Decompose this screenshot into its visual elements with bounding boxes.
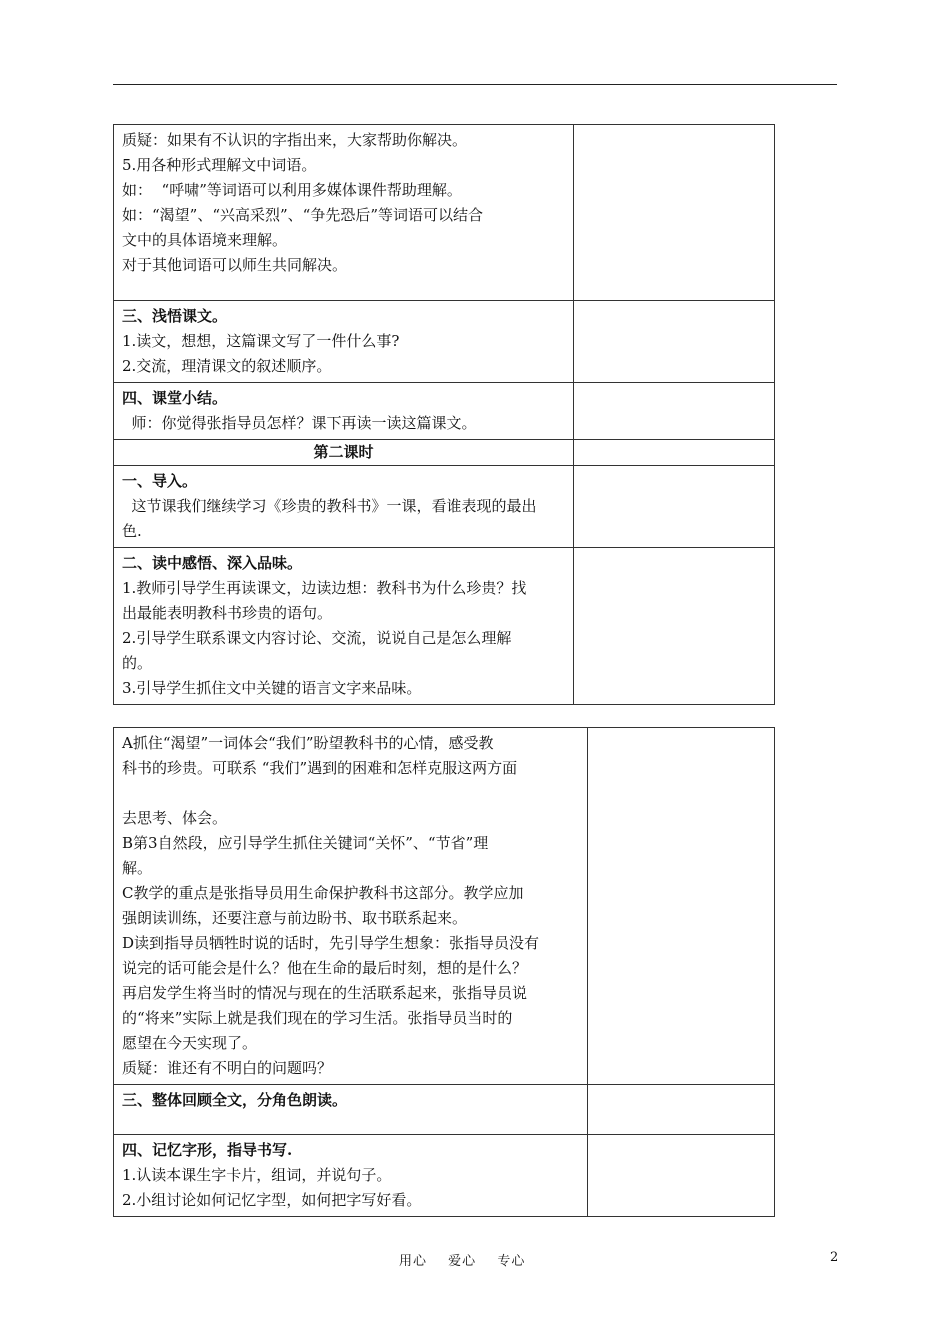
table-row [114,548,775,705]
text-line: 色. [122,522,142,540]
notes-cell [588,1085,775,1135]
text-line [122,781,579,806]
text-line: 5.用各种形式理解文中词语。 [122,156,317,174]
table-row [114,1135,775,1217]
notes-cell [574,466,775,548]
content-cell [114,466,574,548]
section-heading: 四、记忆字形，指导书写. [122,1141,293,1159]
text-line: 的“将来”实际上就是我们现在的学习生活。张指导员当时的 [122,1009,513,1027]
text-line: 强朗读训练，还要注意与前边盼书、取书联系起来。 [122,909,468,927]
page-number: 2 [830,1250,839,1265]
lesson-plan-table-2 [113,727,775,1217]
text-line: 如： “呼啸”等词语可以利用多媒体课件帮助理解。 [122,181,462,199]
text-line: 1.认读本课生字卡片，组词，并说句子。 [122,1166,392,1184]
text-line: 解。 [122,859,153,877]
section-heading: 三、整体回顾全文，分角色朗读。 [122,1091,348,1109]
footer-motto-1: 用心 [399,1254,428,1269]
text-line: 说完的话可能会是什么？他在生命的最后时刻，想的是什么？ [122,959,528,977]
table-row [114,728,775,1085]
text-line: 的。 [122,654,153,672]
text-line: 这节课我们继续学习《珍贵的教科书》一课，看谁表现的最出 [122,497,537,515]
text-line: 愿望在今天实现了。 [122,1034,258,1052]
content-cell [114,1135,588,1217]
footer-motto-3: 专心 [497,1254,526,1269]
notes-cell [588,728,775,1085]
text-line: 1.读文，想想，这篇课文写了一件什么事? [122,332,400,350]
content-cell [114,728,588,1085]
content-cell [114,1085,588,1135]
text-line: 出最能表明教科书珍贵的语句。 [122,604,333,622]
table-row [114,301,775,383]
notes-cell [574,440,775,466]
text-line: 对于其他词语可以师生共同解决。 [122,256,348,274]
notes-cell [574,383,775,440]
section-heading: 一、导入。 [122,472,198,490]
text-line: 1.教师引导学生再读课文，边读边想：教科书为什么珍贵？找 [122,579,527,597]
text-line: D读到指导员牺牲时说的话时，先引导学生想象：张指导员没有 [122,934,540,952]
table-row [114,440,775,466]
lesson-plan-table-1 [113,124,775,705]
notes-cell [574,301,775,383]
text-line: 如：“渴望”、“兴高采烈”、“争先恐后”等词语可以结合 [122,206,484,224]
content-cell [114,548,574,705]
section-heading: 三、浅悟课文。 [122,307,228,325]
text-line: 师：你觉得张指导员怎样？课下再读一读这篇课文。 [122,414,477,432]
table-row [114,1085,775,1135]
content-cell [114,301,574,383]
text-line: 文中的具体语境来理解。 [122,231,288,249]
text-line: 再启发学生将当时的情况与现在的生活联系起来，张指导员说 [122,984,528,1002]
text-line: A抓住“渴望”一词体会“我们”盼望教科书的心情，感受教 [122,734,494,752]
table-row [114,125,775,301]
table-row [114,383,775,440]
section-heading: 二、读中感悟、深入品味。 [122,554,303,572]
lesson-title: 第二课时 [114,440,574,466]
text-line: 质疑：谁还有不明白的问题吗？ [122,1059,333,1077]
text-line: B第3自然段，应引导学生抓住关键词“关怀”、“节省”理 [122,834,489,852]
notes-cell [588,1135,775,1217]
content-cell [114,383,574,440]
footer-motto [399,1250,541,1269]
text-line: 质疑：如果有不认识的字指出来，大家帮助你解决。 [122,131,468,149]
text-line: 3.引导学生抓住文中关键的语言文字来品味。 [122,679,422,697]
text-line: 2.交流，理清课文的叙述顺序。 [122,357,332,375]
notes-cell [574,125,775,301]
content-cell [114,125,574,301]
header-rule [113,84,837,85]
footer-motto-2: 爱心 [448,1254,477,1269]
text-line: 去思考、体会。 [122,809,228,827]
text-line: 2.小组讨论如何记忆字型，如何把字写好看。 [122,1191,422,1209]
table-row [114,466,775,548]
section-heading: 四、课堂小结。 [122,389,228,407]
text-line: 2.引导学生联系课文内容讨论、交流，说说自己是怎么理解 [122,629,512,647]
text-line: 科书的珍贵。可联系 “我们”遇到的困难和怎样克服这两方面 [122,759,518,777]
text-line: C教学的重点是张指导员用生命保护教科书这部分。教学应加 [122,884,524,902]
notes-cell [574,548,775,705]
